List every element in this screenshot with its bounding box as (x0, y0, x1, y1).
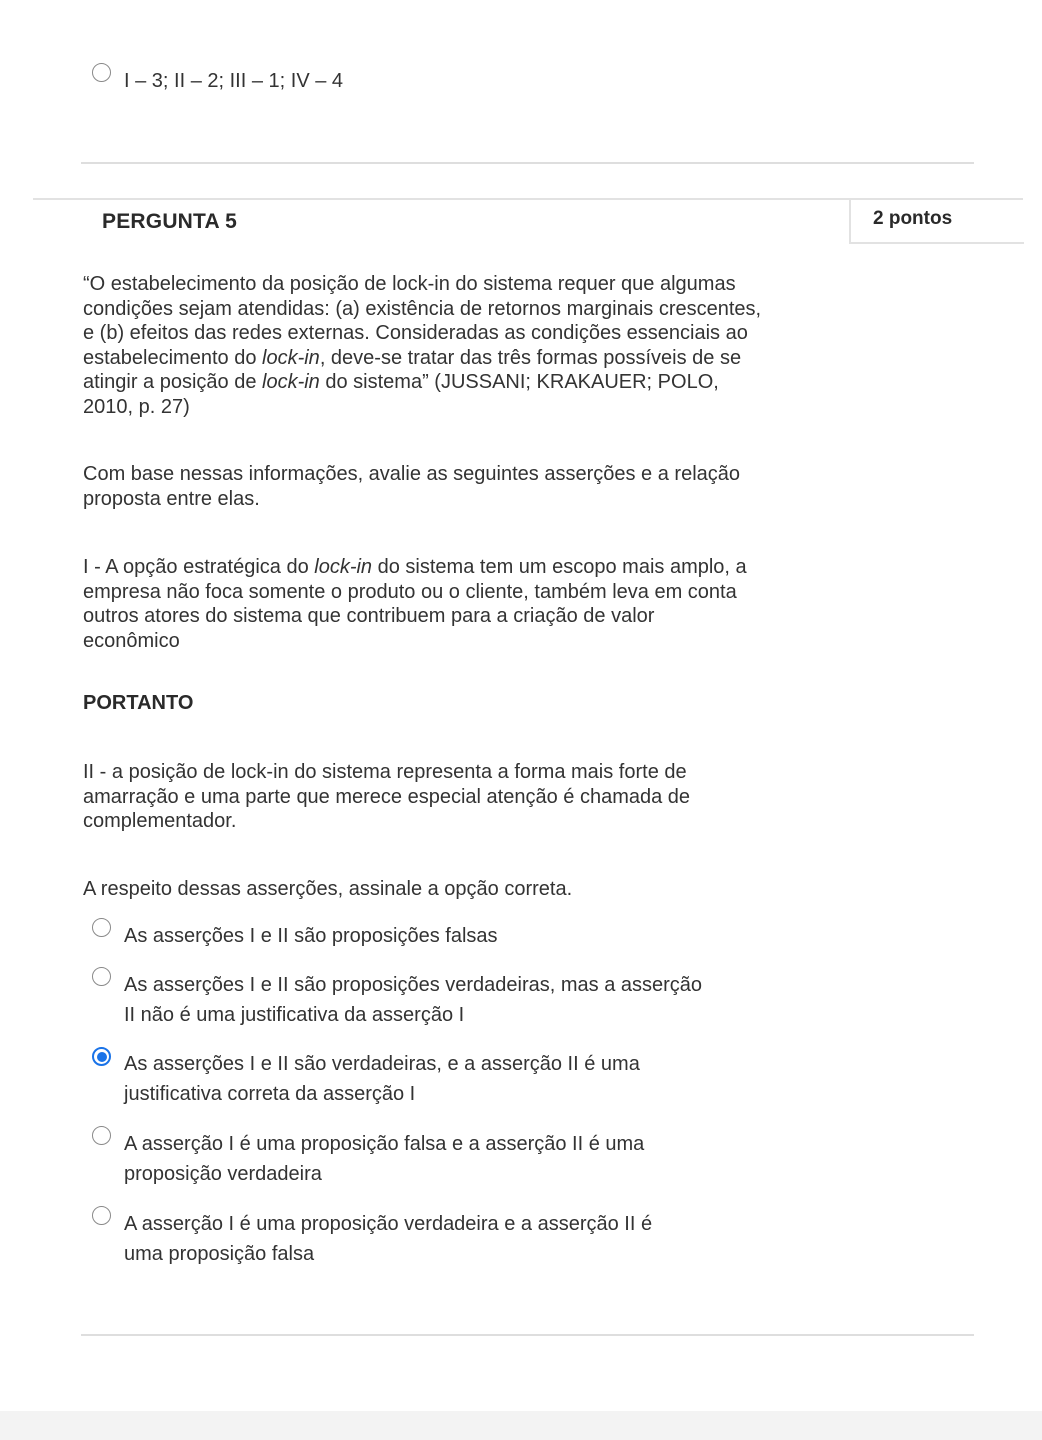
points-label: 2 pontos (873, 208, 953, 229)
question-bottom-divider (81, 1334, 974, 1336)
previous-option-label: I – 3; II – 2; III – 1; IV – 4 (124, 70, 344, 92)
option-1-radio[interactable] (92, 918, 111, 937)
footer-bar (0, 1411, 1042, 1440)
option-3-radio[interactable] (92, 1047, 111, 1066)
question-quote: “O estabelecimento da posição de lock-in do sistema requer que algumas condições sejam atendidas: (a) existência de retornos marginais crescentes, e (b) efeitos das redes externas. Consideradas as condições essenciais ao estabelecimento do lock-in, deve-se tratar das três formas possíveis de se atingir a posição de lock-in do sistema” (JUSSANI; KRAKAUER; POLO, 2010, p. 27) (83, 273, 762, 418)
option-5-radio[interactable] (92, 1206, 111, 1225)
option-2-label[interactable]: As asserções I e II são proposições verdadeiras, mas a asserção II não é uma justificativa da asserção I (124, 974, 703, 1026)
points-box (849, 199, 1024, 244)
question-title: PERGUNTA 5 (102, 210, 238, 233)
option-5-label[interactable]: A asserção I é uma proposição verdadeira e a asserção II é uma proposição falsa (124, 1213, 653, 1265)
question-instruction: Com base nessas informações, avalie as seguintes asserções e a relação proposta entre elas. (83, 463, 741, 510)
option-3-label[interactable]: As asserções I e II são verdadeiras, e a asserção II é uma justificativa correta da asserção I (124, 1053, 640, 1105)
previous-question-divider (81, 162, 974, 164)
question-prompt: A respeito dessas asserções, assinale a opção correta. (83, 878, 573, 900)
assertion-connector: PORTANTO (83, 692, 194, 714)
option-4-label[interactable]: A asserção I é uma proposição falsa e a asserção II é uma proposição verdadeira (124, 1133, 645, 1185)
assertion-two: II - a posição de lock-in do sistema representa a forma mais forte de amarração e uma parte que merece especial atenção é chamada de complementador. (83, 761, 691, 832)
option-2-radio[interactable] (92, 967, 111, 986)
option-4-radio[interactable] (92, 1126, 111, 1145)
previous-option-radio[interactable] (92, 63, 111, 82)
option-1-label[interactable]: As asserções I e II são proposições falsas (124, 925, 498, 947)
assertion-one: I - A opção estratégica do lock-in do sistema tem um escopo mais amplo, a empresa não foca somente o produto ou o cliente, também leva em conta outros atores do sistema que contribuem para a criação de valor econômico (83, 556, 747, 652)
